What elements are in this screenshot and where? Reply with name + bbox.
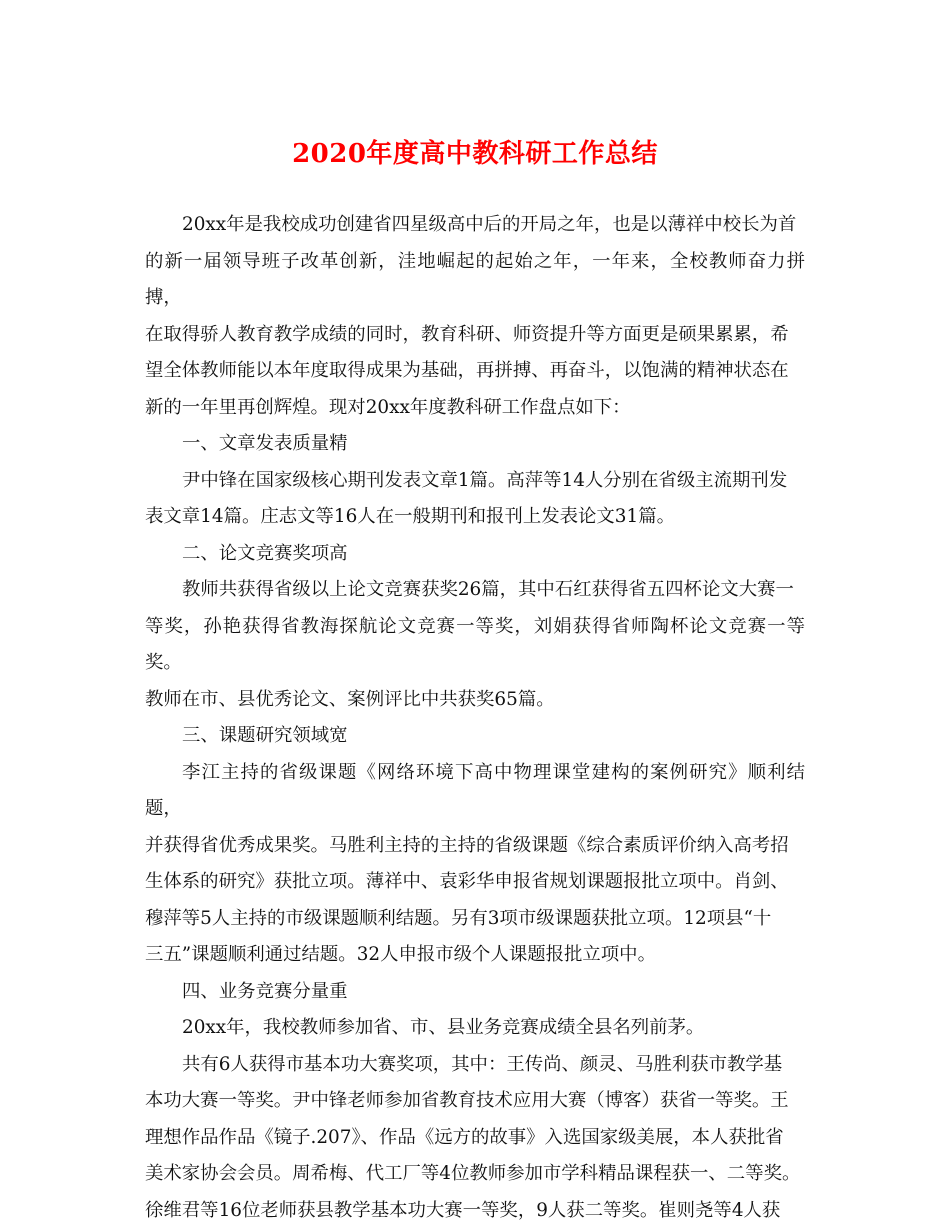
paragraph-competitions-intro: 20xx年，我校教师参加省、市、县业务竞赛成绩全县名列前茅。 — [182, 1017, 705, 1038]
section-heading-3: 三、课题研究领域宽 — [182, 725, 348, 746]
paragraph-articles: 尹中锋在国家级核心期刊发表文章1篇。高萍等14人分别在省级主流期刊发 表文章14篇。庄志文等16人在一般期刊和报刊上发表论文31篇。 — [145, 469, 788, 527]
section-heading-1: 一、文章发表质量精 — [182, 433, 348, 454]
paragraph-research-projects: 李江主持的省级课题《网络环境下高中物理课堂建构的案例研究》顺利结题， 并获得省优秀成果奖。马胜利主持的主持的省级课题《综合素质评价纳入高考招 生体系的研究》获批立项。薄祥中、袁彩华申报省规划课题报批立项中。肖剑、 穆萍等5人主持的市级课题顺利结题。另有3项市级课题获批立项。12项县“十 三五”课题顺利通过结题。32人申报市级个人课题报批立项中。 — [145, 761, 805, 965]
paragraph-competitions-detail: 共有6人获得市基本功大赛奖项，其中：王传尚、颜灵、马胜利获市教学基 本功大赛一等奖。尹中锋老师参加省教育技术应用大赛（博客）获省一等奖。王 理想作品作品《镜子.207》、作品《远方的故事》入选国家级美展，本人获批省 美术家协会会员。周希梅、代工厂等4位教师参加市学科精品课程获一、二等奖。 徐维君等16位老师获县教学基本功大赛一等奖，9人获二等奖。崔则尧等4人获 — [145, 1053, 801, 1221]
paragraph-intro: 20xx年是我校成功创建省四星级高中后的开局之年，也是以薄祥中校长为首 的新一届领导班子改革创新，洼地崛起的起始之年，一年来，全校教师奋力拼搏， 在取得骄人教育教学成绩的同时，教育科研、师资提升等方面更是硕果累累，希 望全体教师能以本年度取得成果为基础，再拼搏、再奋斗，以饱满的精神状态在 新的一年里再创辉煌。现对20xx年度教科研工作盘点如下： — [145, 214, 805, 418]
document-title: 2020年度高中教科研工作总结 — [292, 139, 658, 169]
section-heading-4: 四、业务竞赛分量重 — [182, 980, 348, 1002]
document-body — [145, 207, 805, 1229]
section-heading-2: 二、论文竞赛奖项高 — [182, 542, 348, 564]
paragraph-essay-awards: 教师共获得省级以上论文竞赛获奖26篇，其中石红获得省五四杯论文大赛一 等奖，孙艳获得省教海探航论文竞赛一等奖，刘娟获得省师陶杯论文竞赛一等奖。 教师在市、县优秀论文、案例评比中共获奖65篇。 — [145, 579, 805, 710]
